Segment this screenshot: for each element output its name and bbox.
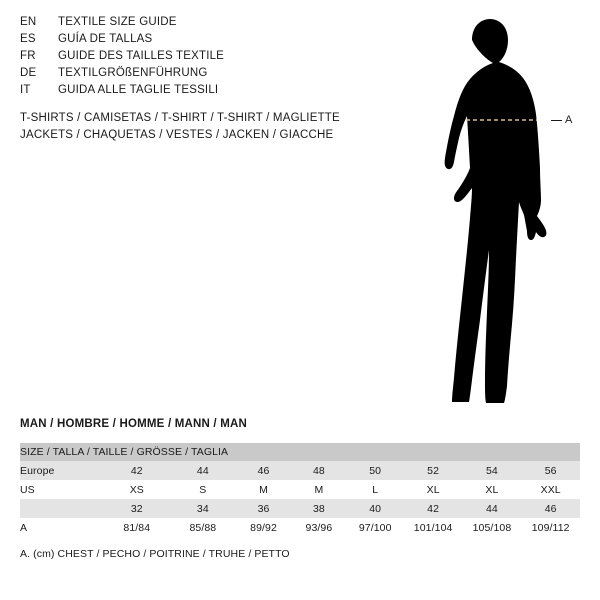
cell: 46 xyxy=(236,461,291,480)
cell: 101/104 xyxy=(404,518,463,537)
cell: XS xyxy=(104,480,170,499)
language-text: TEXTILGRÖßENFÜHRUNG xyxy=(58,67,208,79)
figure-area xyxy=(400,10,600,410)
table-row xyxy=(20,499,580,518)
table-title: MAN / HOMBRE / HOMME / MANN / MAN xyxy=(20,418,248,430)
cell: 40 xyxy=(347,499,404,518)
language-row xyxy=(20,67,380,84)
cell: 46 xyxy=(521,499,580,518)
cell: 109/112 xyxy=(521,518,580,537)
cell: 52 xyxy=(404,461,463,480)
cell: 36 xyxy=(236,499,291,518)
cell: 42 xyxy=(404,499,463,518)
language-row xyxy=(20,33,380,50)
cell: 42 xyxy=(104,461,170,480)
cell: 54 xyxy=(463,461,522,480)
table-row xyxy=(20,518,580,537)
language-text: GUÍA DE TALLAS xyxy=(58,33,153,45)
garment-category-block xyxy=(20,110,420,144)
language-code: ES xyxy=(20,33,36,45)
row-label-europe: Europe xyxy=(20,461,104,480)
cell: 85/88 xyxy=(170,518,236,537)
row-label-blank xyxy=(20,499,104,518)
table-row xyxy=(20,461,580,480)
cell: M xyxy=(236,480,291,499)
cell: 56 xyxy=(521,461,580,480)
garment-line-jackets: JACKETS / CHAQUETAS / VESTES / JACKEN / GIACCHE xyxy=(20,129,334,141)
cell: 38 xyxy=(291,499,346,518)
cell: S xyxy=(170,480,236,499)
cell: 34 xyxy=(170,499,236,518)
cell: 32 xyxy=(104,499,170,518)
language-text: GUIDA ALLE TAGLIE TESSILI xyxy=(58,84,219,96)
cell: 93/96 xyxy=(291,518,346,537)
language-row xyxy=(20,16,380,33)
cell: 50 xyxy=(347,461,404,480)
cell: 44 xyxy=(463,499,522,518)
cell: 105/108 xyxy=(463,518,522,537)
language-row xyxy=(20,84,380,101)
table-header-label: SIZE / TALLA / TAILLE / GRÖSSE / TAGLIA xyxy=(20,443,236,461)
cell: 48 xyxy=(291,461,346,480)
cell: XL xyxy=(463,480,522,499)
cell: 89/92 xyxy=(236,518,291,537)
language-text: TEXTILE SIZE GUIDE xyxy=(58,16,177,28)
footnote: A. (cm) CHEST / PECHO / POITRINE / TRUHE / PETTO xyxy=(20,548,290,560)
cell: 44 xyxy=(170,461,236,480)
cell: XXL xyxy=(521,480,580,499)
language-text: GUIDE DES TAILLES TEXTILE xyxy=(58,50,225,62)
row-label-a: A xyxy=(20,518,104,537)
cell: XL xyxy=(404,480,463,499)
chest-measure-line xyxy=(400,10,600,410)
garment-line-tshirts: T-SHIRTS / CAMISETAS / T-SHIRT / T-SHIRT / MAGLIETTE xyxy=(20,112,340,124)
row-label-us: US xyxy=(20,480,104,499)
table-row xyxy=(20,480,580,499)
cell: L xyxy=(347,480,404,499)
language-code: IT xyxy=(20,84,31,96)
table-header-row xyxy=(20,443,580,461)
cell: M xyxy=(291,480,346,499)
language-code: FR xyxy=(20,50,36,62)
language-row xyxy=(20,50,380,67)
size-table xyxy=(20,443,580,537)
cell: 81/84 xyxy=(104,518,170,537)
cell: 97/100 xyxy=(347,518,404,537)
language-code: EN xyxy=(20,16,37,28)
callout-label-a: A xyxy=(565,114,573,126)
language-code: DE xyxy=(20,67,37,79)
language-header-block xyxy=(20,16,380,101)
